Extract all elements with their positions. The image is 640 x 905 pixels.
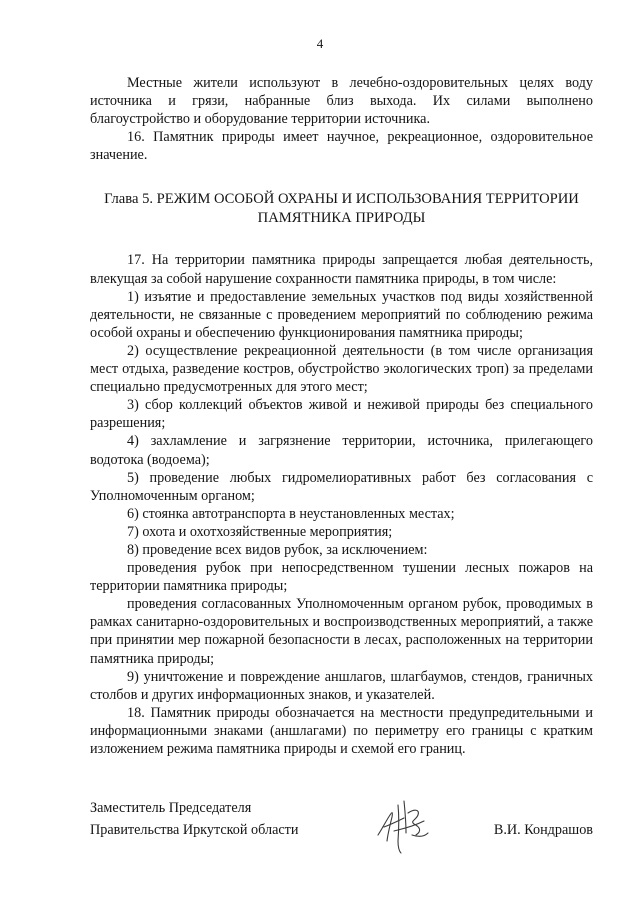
list-item-8-exception-2: проведения согласованных Уполномоченным органом рубок, проводимых в рамках санитарно-оздоровительных и воспроизводственных мероприятий, а также при принятии мер пожарной безопасности в лесах, расположенных на территории памятника природы; [90, 596, 593, 667]
list-item-2: 2) осуществление рекреационной деятельности (в том числе организация мест отдыха, разведение костров, обустройство экологических троп) за пределами специально предусмотренных для этого мест; [90, 342, 593, 396]
paragraph-18: 18. Памятник природы обозначается на местности предупредительными и информационными знаками (аншлагами) по периметру его границы с кратким изложением режима памятника природы и схемой его границ. [90, 704, 593, 757]
list-item-8: 8) проведение всех видов рубок, за исключением: [127, 541, 428, 558]
list-item-7: 7) охота и охотхозяйственные мероприятия; [127, 523, 393, 540]
list-item-6: 6) стоянка автотранспорта в неустановленных местах; [127, 505, 455, 522]
list-item-9: 9) уничтожение и повреждение аншлагов, шлагбаумов, стендов, граничных столбов и других информационных знаков, и указателей. [90, 668, 593, 703]
signatory-name: В.И. Кондрашов [493, 822, 593, 838]
signatory-title-line-2: Правительства Иркутской области [90, 822, 299, 838]
signature-block [90, 797, 593, 857]
chapter-title-line-2: ПАМЯТНИКА ПРИРОДЫ [257, 209, 426, 226]
list-item-4: 4) захламление и загрязнение территории, источника, прилегающего водотока (водоема); [90, 433, 593, 468]
chapter-5-title [90, 190, 593, 227]
paragraph-local-residents: Местные жители используют в лечебно-оздоровительных целях воду источника и грязи, набранные близ выхода. Их силами выполнено благоустройство и оборудование территории источника. [90, 75, 593, 128]
list-item-5: 5) проведение любых гидромелиоративных работ без согласования с Уполномоченным органом; [90, 469, 593, 504]
signatory-title-line-1: Заместитель Председателя [90, 800, 252, 816]
paragraph-16: 16. Памятник природы имеет научное, рекреационное, оздоровительное значение. [90, 129, 593, 164]
list-item-3: 3) сбор коллекций объектов живой и неживой природы без специального разрешения; [90, 397, 593, 432]
page-number: 4 [316, 36, 324, 51]
paragraph-17: 17. На территории памятника природы запрещается любая деятельность, влекущая за собой нарушение сохранности памятника природы, в том числе: [90, 252, 593, 287]
chapter-title-line-1: Глава 5. РЕЖИМ ОСОБОЙ ОХРАНЫ И ИСПОЛЬЗОВАНИЯ ТЕРРИТОРИИ [104, 191, 579, 208]
list-item-8-exception-1: проведения рубок при непосредственном тушении лесных пожаров на территории памятника природы; [90, 560, 593, 595]
list-item-1: 1) изъятие и предоставление земельных участков под виды хозяйственной деятельности, не связанные с проведением мероприятий по соблюдению режима особой охраны и обеспечению функционирования памятника природы; [90, 288, 593, 341]
handwritten-signature [368, 791, 438, 857]
document-body [90, 74, 593, 758]
